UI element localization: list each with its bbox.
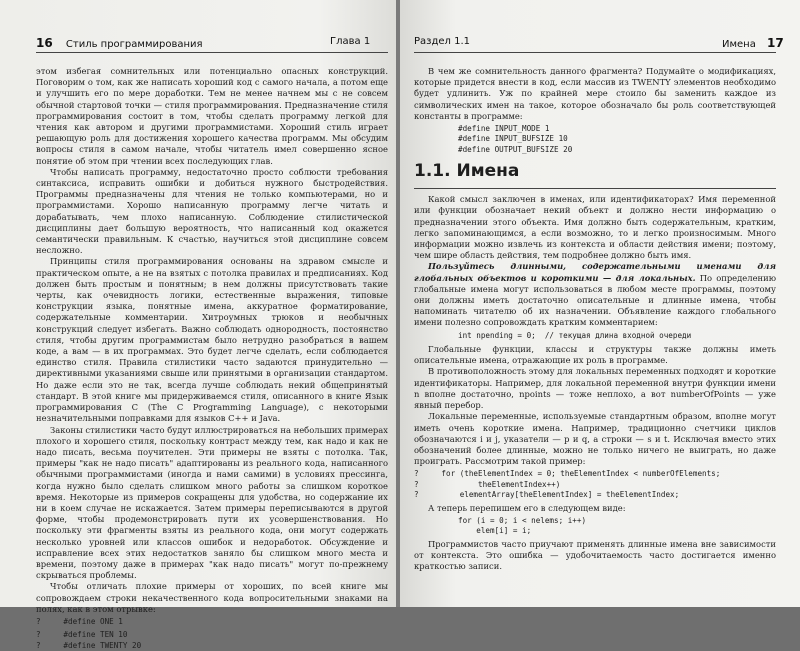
page-number: 16 xyxy=(36,36,53,50)
page-number: 17 xyxy=(767,36,784,50)
code-block xyxy=(414,469,776,500)
running-title: Имена xyxy=(722,39,756,50)
paragraph: А теперь перепишем его в следующем виде: xyxy=(428,502,626,513)
chapter-label: Глава 1 xyxy=(330,36,371,47)
heading-rule xyxy=(414,188,776,189)
paragraph xyxy=(414,261,776,328)
left-body xyxy=(36,66,388,651)
section-heading: 1.1. Имена xyxy=(414,161,520,182)
code-line: ? #define TEN 10 xyxy=(36,630,128,640)
emphasis-rule: Пользуйтесь длинными, содержательными именами для глобальных объектов и короткими — для локальных. xyxy=(414,261,776,283)
paragraph: Программистов часто приучают применять длинные имена вне зависимости от контекста. Это ошибка — удобочитаемость часто достигается именно краткостью записи. xyxy=(414,538,776,571)
paragraph: Чтобы написать программу, недостаточно просто соблюсти требования синтаксиса, исправить ошибки и добиться нужного быстродействия. Программы предназначены для чтения не только компьютерами, но и программистами. Хорошо написанную программу легче читать и дорабатывать, чем плохо написанную. Соблюдение стилистической дисциплины дает большую вероятность, что написанный код окажется семантически правильным. К счастью, научиться этой дисциплине совсем несложно. xyxy=(36,166,388,256)
paragraph: Локальные переменные, используемые стандартным образом, вполне могут иметь очень короткие имена. Например, традиционно счетчики циклов обозначаются i и j, указатели — p и q, а строки — s и t. Исключая вместо этих обозначений более длинные, можно не только ничего не выиграть, но даже проиграть. Рассмотрим такой пример: xyxy=(414,411,776,467)
code-line: ? #define ONE 1 xyxy=(36,616,123,626)
code-line: ? theElementIndex++) xyxy=(414,479,561,489)
right-header xyxy=(722,36,784,50)
code-line: for (i = 0; i < nelems; i++) xyxy=(458,515,587,525)
paragraph-text: По определению глобальные имена могут использоваться в любом месте программы, поэтому они должны иметь достаточно описательные и длинные имена, чтобы напоминать читателю об их назначении. Объявление каждого глобального имени полезно сопровождать кратким комментарием: xyxy=(414,272,776,328)
code-line: ? for (theElementIndex = 0; theElementIndex < numberOfElements; xyxy=(414,469,721,479)
code-block xyxy=(458,516,776,537)
code-line: int npending = 0; // текущая длина входной очереди xyxy=(458,330,692,340)
code-line: elem[i] = i; xyxy=(458,526,532,536)
header-rule xyxy=(414,52,776,53)
code-line: #define INPUT_BUFSIZE 10 xyxy=(458,134,568,144)
running-title: Стиль программирования xyxy=(65,39,203,50)
code-line: ? elementArray[theElementIndex] = theElementIndex; xyxy=(414,490,680,500)
paragraph: В чем же сомнительность данного фрагмента? Подумайте о модификациях, которые придется внести в код, если массив из TWENTY элементов необходимо будет удлинить. Уж по крайней мере стоило бы заменить каждое из символических имен на такое, которое обозначало бы роль соответствующей константы в программе: xyxy=(414,66,776,121)
code-line: #define OUTPUT_BUFSIZE 20 xyxy=(458,144,573,154)
paragraph: Законы стилистики часто будут иллюстрироваться на небольших примерах плохого и хорошего стиля, поскольку контраст между тем, как надо и как не надо писать, весьма поучителен. Эти примеры не взяты с потолка. Так, примеры "как не надо писать" адаптированы из реального кода, написанного обычными программистами (иногда и нами самими) в условиях прессинга, когда нужно было сделать слишком много работы за слишком короткое время. Некоторые из примеров сокращены для удобства, но содержание их ни в коем случае не искажается. Затем примеры переписываются в другой форме, чтобы продемонстрировать пути их усовершенствования. Но поскольку эти фрагменты взяты из реального кода, они могут содержать несколько уровней или классов ошибок и недоработок. Обсуждение и исправление всех этих недостатков заняло бы слишком много места и времени, поэтому даже в примерах "как надо писать" могут по-прежнему скрываться проблемы. xyxy=(36,424,388,581)
left-page xyxy=(0,0,398,650)
right-body xyxy=(414,66,776,572)
section-label: Раздел 1.1 xyxy=(414,36,471,47)
paragraph: Чтобы отличать плохие примеры от хороших, по всей книге мы сопровождаем строки некачественного кода вопросительными знаками на полях, как в этом отрывке: xyxy=(36,581,388,614)
paragraph: Принципы стиля программирования основаны на здравом смысле и практическом опыте, а не на взятых с потолка правилах и предписаниях. Код должен быть простым и понятным; в нем должны присутствовать такие черты, как очевидность логики, естественные выражения, типовые конструкции языка, понятные имена, аккуратное форматирование, содержательные комментарии. Хитроумных трюков и необычных конструкций следует избегать. Важно соблюдать однородность, постоянство стиля, чтобы другим программистам было нетрудно разобраться в вашем коде, а вам — в их программах. Это будет легче сделать, если соблюдается единство стиля. Правила стилистики часто задаются принудительно — директивными указаниями свыше или принятыми в организации стандартом. Но даже если это не так, всегда лучше соблюдать некий общепринятый стандарт. В этой книге мы придерживаемся стиля, описанного в книге Язык программирования C (The C Programming Language), с некоторыми незначительными поправками для языков C++ и Java. xyxy=(36,256,388,424)
right-page xyxy=(400,0,800,607)
paragraph: Глобальные функции, классы и структуры также должны иметь описательные имена, отражающие их роль в программе. xyxy=(414,344,776,366)
code-line: #define INPUT_MODE 1 xyxy=(458,124,550,134)
left-header xyxy=(36,36,203,50)
code-block xyxy=(458,124,776,155)
paragraph: Какой смысл заключен в именах, или идентификаторах? Имя переменной или функции обозначает некий объект и должно нести информацию о предназначении этого объекта. Имя должно быть содержательным, кратким, легко запоминающимся, а если возможно, то и легко произносимым. Много информации можно извлечь из контекста и области действия имени; поэтому, чем шире область действия, тем подробнее должно быть имя. xyxy=(414,194,776,261)
code-line: ? #define TWENTY 20 xyxy=(36,640,142,650)
paragraph: этом избегая сомнительных или потенциально опасных конструкций. Поговорим о том, как же написать хороший код с самого начала, а потом еще и улучшить его по мере доработки. Тем не менее начнем мы с не совсем обычной стартовой точки — стиля программирования. Предназначение стиля программирования состоит в том, чтобы сделать программу легкой для чтения как автором и другими программистами. Хороший стиль играет решающую роль для достижения хорошего качества программ. Мы обсудим вопросы стиля в самом начале, чтобы читатель имел совершенно ясное понятие об этом при чтении всех последующих глав. xyxy=(36,66,388,166)
header-rule xyxy=(36,52,388,53)
paragraph: В противоположность этому для локальных переменных подходят и короткие идентификаторы. Например, для локальной переменной внутри функции имени n вполне достаточно, npoints — тоже неплохо, а вот numberOfPoints — уже явный перебор. xyxy=(414,366,776,411)
